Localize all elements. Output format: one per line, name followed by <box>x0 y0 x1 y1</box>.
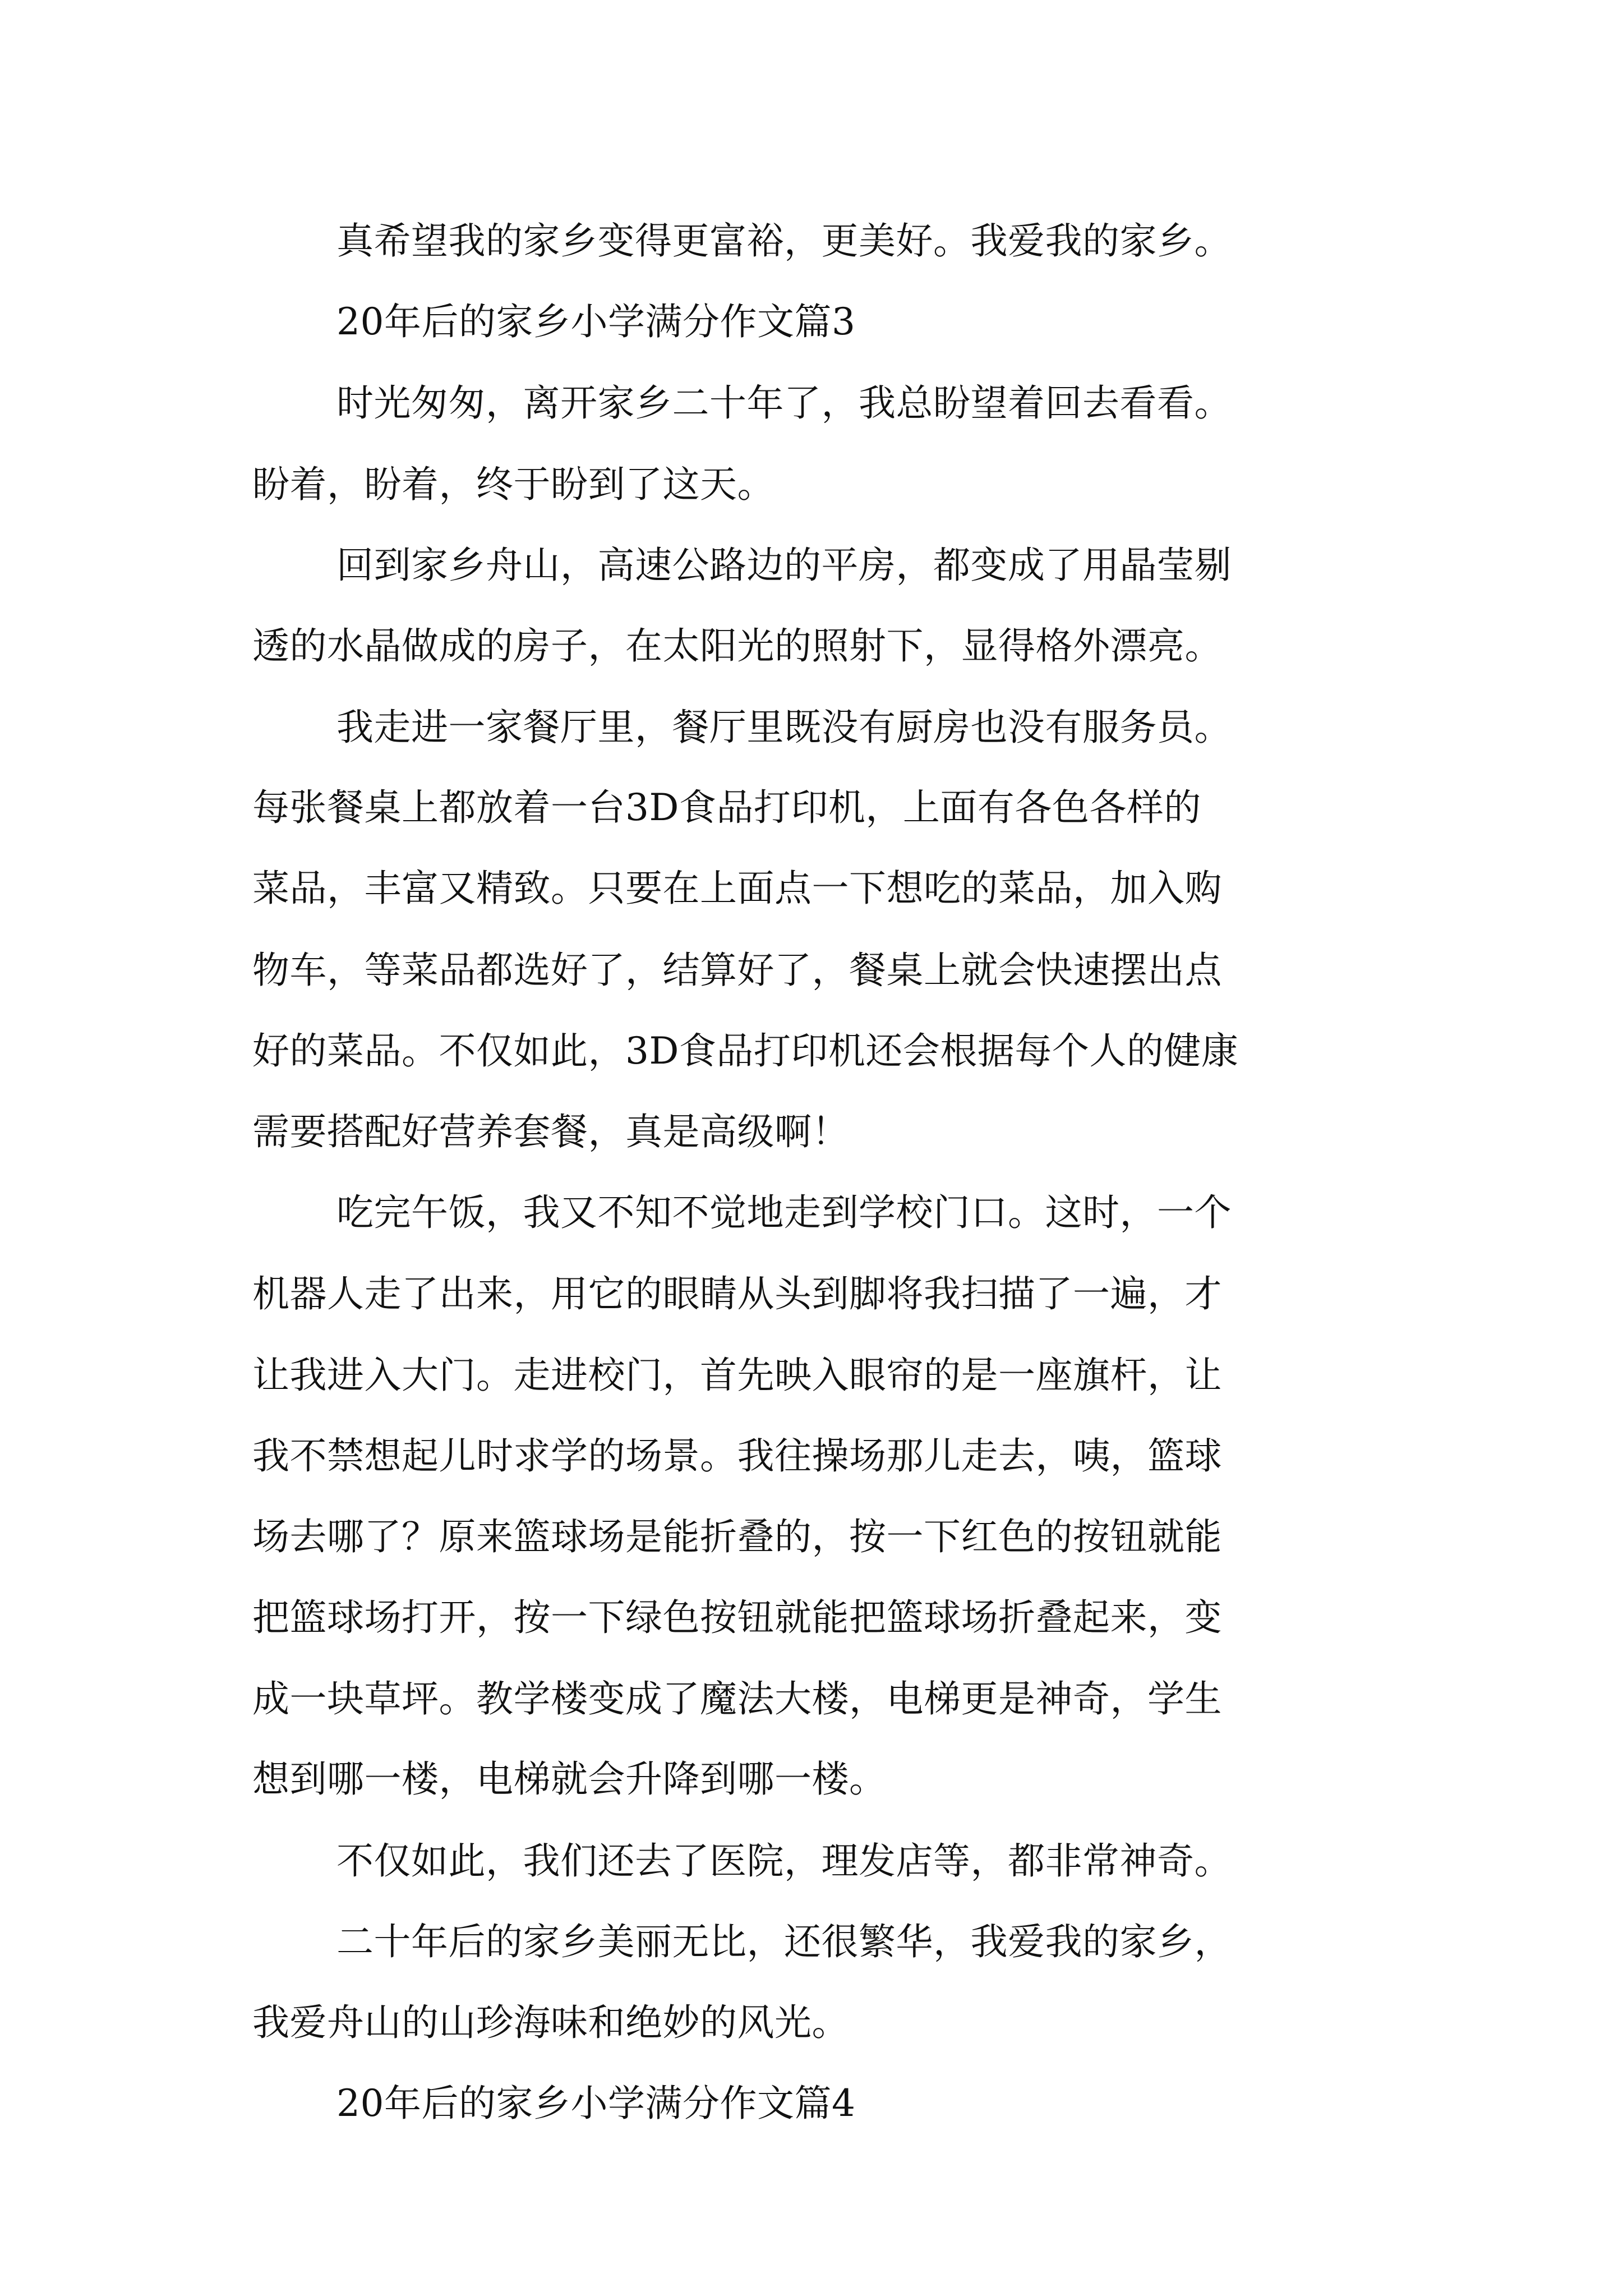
paragraph-line: 需要搭配好营养套餐，真是高级啊！ <box>252 1110 849 1153</box>
paragraph-line: 盼着，盼着，终于盼到了这天。 <box>252 463 774 506</box>
paragraph-line: 让我进入大门。走进校门，首先映入眼帘的是一座旗杆，让 <box>252 1354 1222 1397</box>
paragraph-line: 透的水晶做成的房子，在太阳光的照射下，显得格外漂亮。 <box>252 624 1222 668</box>
paragraph-line: 菜品，丰富又精致。只要在上面点一下想吃的菜品，加入购 <box>252 867 1222 910</box>
paragraph-line: 物车，等菜品都选好了，结算好了，餐桌上就会快速摆出点 <box>252 949 1222 992</box>
paragraph-line: 好的菜品。不仅如此，3D食品打印机还会根据每个人的健康 <box>252 1029 1239 1073</box>
paragraph-line: 场去哪了？原来篮球场是能折叠的，按一下红色的按钮就能 <box>252 1515 1222 1558</box>
paragraph-line: 我爱舟山的山珍海味和绝妙的风光。 <box>252 2001 849 2044</box>
paragraph-line: 二十年后的家乡美丽无比，还很繁华，我爱我的家乡， <box>336 1920 1232 1963</box>
section-heading: 20年后的家乡小学满分作文篇4 <box>336 2082 856 2125</box>
paragraph-line: 不仅如此，我们还去了医院，理发店等，都非常神奇。 <box>336 1839 1232 1883</box>
paragraph-line: 时光匆匆，离开家乡二十年了，我总盼望着回去看看。 <box>336 381 1232 425</box>
paragraph-line: 回到家乡舟山，高速公路边的平房，都变成了用晶莹剔 <box>336 544 1232 587</box>
paragraph-line: 每张餐桌上都放着一台3D食品打印机，上面有各色各样的 <box>252 786 1201 829</box>
paragraph-line: 把篮球场打开，按一下绿色按钮就能把篮球场折叠起来，变 <box>252 1596 1222 1639</box>
paragraph-line: 我不禁想起儿时求学的场景。我往操场那儿走去，咦，篮球 <box>252 1434 1222 1478</box>
paragraph-line: 机器人走了出来，用它的眼睛从头到脚将我扫描了一遍，才 <box>252 1272 1222 1315</box>
paragraph-line: 吃完午饭，我又不知不觉地走到学校门口。这时，一个 <box>336 1191 1232 1234</box>
paragraph-line: 想到哪一楼，电梯就会升降到哪一楼。 <box>252 1757 887 1801</box>
section-heading: 20年后的家乡小学满分作文篇3 <box>336 300 856 343</box>
paragraph-line: 真希望我的家乡变得更富裕，更美好。我爱我的家乡。 <box>336 219 1232 263</box>
paragraph-line: 我走进一家餐厅里，餐厅里既没有厨房也没有服务员。 <box>336 706 1232 749</box>
paragraph-line: 成一块草坪。教学楼变成了魔法大楼，电梯更是神奇，学生 <box>252 1677 1222 1720</box>
